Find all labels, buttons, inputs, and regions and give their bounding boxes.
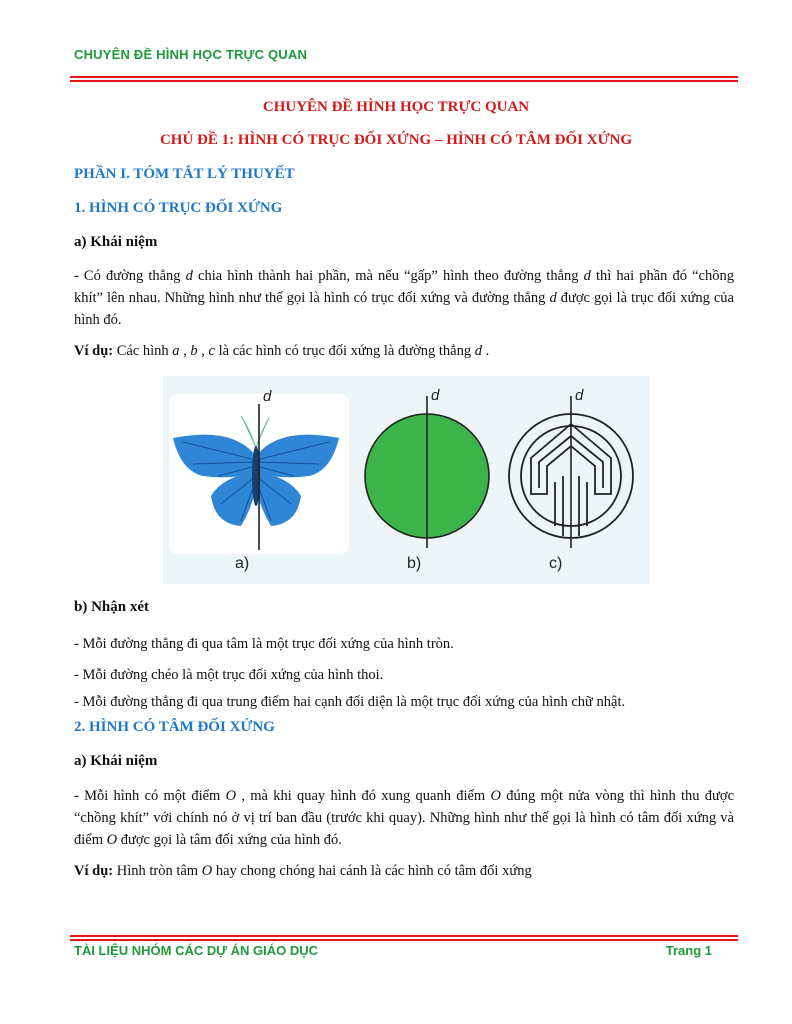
axis-label-c: d (575, 387, 584, 404)
caption-a: a) (235, 555, 250, 572)
page-number: Trang 1 (665, 943, 712, 958)
footer-rule (70, 935, 738, 937)
concept-paragraph: - Mỗi hình có một điểm O , mà khi quay hình đó xung quanh điểm O đúng một nửa vòng thì hình thu được “chồng khít” với chính nó ở vị trí ban đầu (trước khi quay). Những hình như thế gọi là hình có tâm đối xứng và điểm O được gọi là tâm đối xứng của hình đó. (74, 788, 735, 848)
footer-rule (70, 939, 738, 941)
section-heading-axis-symmetry: 1. HÌNH CÓ TRỤC ĐỐI XỨNG (74, 200, 283, 216)
section-heading-center-symmetry: 2. HÌNH CÓ TÂM ĐỐI XỨNG (74, 719, 275, 735)
running-header: CHUYÊN ĐỀ HÌNH HỌC TRỰC QUAN (74, 47, 308, 62)
remark-item: - Mỗi đường thẳng đi qua trung điểm hai cạnh đối diện là một trục đối xứng của hình chữ nhật. (74, 694, 626, 710)
concept-paragraph: - Có đường thẳng d chia hình thành hai phần, mà nếu “gấp” hình theo đường thẳng d thì hai phần đó “chồng khít” lên nhau. Những hình như thế gọi là hình có trục đối xứng và đường thẳng d được gọi là trục đối xứng của hình đó. (74, 268, 734, 328)
caption-c: c) (549, 555, 563, 572)
caption-b: b) (407, 555, 422, 572)
document-title: CHUYÊN ĐỀ HÌNH HỌC TRỰC QUAN (262, 99, 530, 115)
remark-item: - Mỗi đường chéo là một trục đối xứng của hình thoi. (74, 667, 384, 683)
remark-item: - Mỗi đường thẳng đi qua tâm là một trục đối xứng của hình tròn. (74, 636, 454, 652)
example-line: Ví dụ: Các hình a , b , c là các hình có trục đối xứng là đường thẳng d . (74, 343, 490, 359)
symmetry-figure (163, 376, 650, 584)
part-heading: PHẦN I. TÓM TẮT LÝ THUYẾT (74, 166, 295, 182)
example-line: Ví dụ: Hình tròn tâm O hay chong chóng hai cánh là các hình có tâm đối xứng (74, 863, 532, 879)
remarks-heading: b) Nhận xét (74, 599, 150, 615)
header-rule (70, 80, 738, 82)
axis-label-a: d (263, 388, 272, 405)
header-rule (70, 76, 738, 78)
footer-publisher: TÀI LIỆU NHÓM CÁC DỰ ÁN GIÁO DỤC (74, 943, 319, 958)
concept-heading: a) Khái niệm (74, 753, 158, 769)
axis-label-b: d (431, 387, 440, 404)
topic-title: CHỦ ĐỀ 1: HÌNH CÓ TRỤC ĐỐI XỨNG – HÌNH CÓ TÂM ĐỐI XỨNG (159, 132, 633, 148)
concept-heading: a) Khái niệm (74, 234, 158, 250)
